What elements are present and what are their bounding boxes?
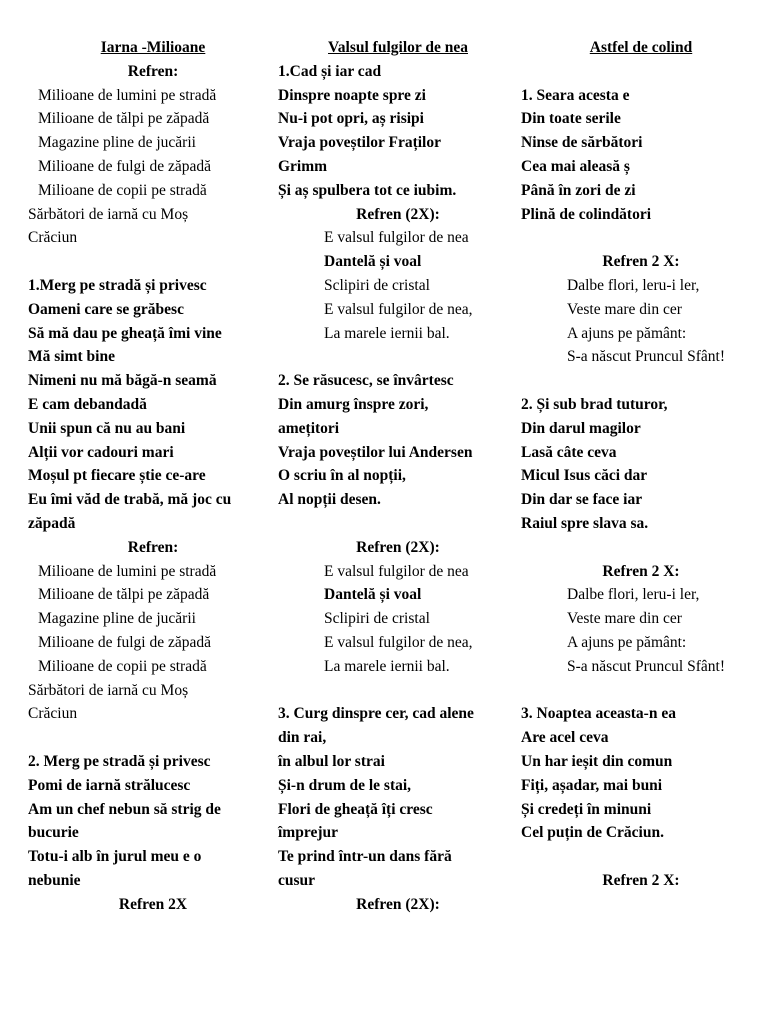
lyric-line: Nu-i pot opri, aș risipi: [278, 110, 424, 128]
lyric-line: 1.Cad și iar cad: [278, 62, 382, 80]
lyric-line: Micul Isus căci dar: [521, 467, 648, 485]
lyric-line: E cam debandadă: [28, 395, 147, 413]
song-title: Valsul fulgilor de nea: [328, 39, 468, 56]
lyric-line: Din darul magilor: [521, 419, 641, 437]
lyric-line: S-a născut Pruncul Sfânt!: [567, 348, 725, 366]
lyric-line: A ajuns pe pământ:: [567, 324, 687, 342]
lyric-line: E valsul fulgilor de nea,: [324, 300, 473, 318]
lyric-line: Crăciun: [28, 229, 78, 247]
lyric-line: Milioane de lumini pe stradă: [38, 562, 217, 580]
lyric-line: Milioane de tălpi pe zăpadă: [38, 110, 210, 128]
lyric-line: Nimeni nu mă băgă-n seamă: [28, 372, 217, 390]
refrain-heading: Refren:: [127, 62, 179, 80]
lyric-line: Flori de gheață îți cresc: [278, 800, 433, 818]
lyric-line: O scriu în al nopții,: [278, 467, 406, 485]
song-column-astfel-de-colind: [521, 36, 761, 893]
blank-line: [278, 345, 518, 369]
lyric-line: Al nopții desen.: [278, 491, 381, 509]
lyric-line: Lasă câte ceva: [521, 443, 617, 461]
lyric-line: Eu îmi văd de trabă, mă joc cu: [28, 491, 232, 509]
lyric-line: Dinspre noapte spre zi: [278, 86, 426, 104]
lyric-line: Dalbe flori, leru-i ler,: [567, 276, 700, 294]
lyric-line: Oameni care se grăbesc: [28, 300, 184, 318]
lyric-line: Sclipiri de cristal: [324, 276, 430, 294]
lyric-line: 3. Curg dinspre cer, cad alene: [278, 705, 474, 723]
lyric-line: Sărbători de iarnă cu Moș: [28, 681, 189, 699]
lyric-line: Plină de colindători: [521, 205, 652, 223]
lyric-line: Raiul spre slava sa.: [521, 514, 649, 532]
lyric-line: 2. Și sub brad tuturor,: [521, 395, 668, 413]
lyric-line: Alții vor cadouri mari: [28, 443, 174, 461]
lyric-line: E valsul fulgilor de nea: [324, 562, 469, 580]
lyric-line: Milioane de fulgi de zăpadă: [38, 157, 212, 175]
song-title: Astfel de colind: [589, 39, 693, 56]
lyric-line: zăpadă: [28, 514, 76, 532]
lyric-line: Mă simt bine: [28, 348, 115, 366]
refrain-heading: Refren 2X: [118, 895, 188, 913]
refrain-heading: Refren 2 X:: [602, 562, 680, 580]
lyric-line: Din amurg înspre zori,: [278, 395, 429, 413]
lyric-line: Magazine pline de jucării: [38, 610, 196, 628]
lyric-line: Și aș spulbera tot ce iubim.: [278, 181, 457, 199]
lyric-line: Dantelă și voal: [324, 253, 422, 271]
lyric-line: Sclipiri de cristal: [324, 610, 430, 628]
lyric-line: Cel puțin de Crăciun.: [521, 824, 664, 842]
lyric-line: împrejur: [278, 824, 338, 842]
song-column-valsul-fulgilor: [278, 36, 518, 916]
lyric-line: nebunie: [28, 871, 81, 889]
lyric-line: Are acel ceva: [521, 729, 609, 747]
lyric-line: La marele iernii bal.: [324, 324, 450, 342]
blank-line: [278, 679, 518, 703]
refrain-heading: Refren (2X):: [356, 895, 440, 913]
lyric-line: 2. Merg pe stradă și privesc: [28, 752, 211, 770]
blank-line: [521, 845, 761, 869]
blank-line: [521, 536, 761, 560]
lyric-line: La marele iernii bal.: [324, 657, 450, 675]
lyric-line: Veste mare din cer: [567, 610, 682, 628]
blank-line: [28, 250, 278, 274]
lyric-line: Milioane de copii pe stradă: [38, 657, 207, 675]
lyric-line: Veste mare din cer: [567, 300, 682, 318]
lyric-line: Din toate serile: [521, 110, 621, 128]
lyric-line: S-a născut Pruncul Sfânt!: [567, 657, 725, 675]
lyric-line: Sărbători de iarnă cu Moș: [28, 205, 189, 223]
lyric-line: în albul lor strai: [278, 752, 385, 770]
lyric-line: Milioane de fulgi de zăpadă: [38, 633, 212, 651]
lyric-line: cusur: [278, 871, 316, 889]
lyric-line: 2. Se răsucesc, se învârtesc: [278, 372, 454, 390]
lyric-line: 1.Merg pe stradă și privesc: [28, 276, 207, 294]
refrain-heading: Refren (2X):: [356, 538, 440, 556]
lyric-line: A ajuns pe pământ:: [567, 633, 687, 651]
lyric-line: Am un chef nebun să strig de: [28, 800, 221, 818]
lyric-line: din rai,: [278, 729, 327, 747]
blank-line: [278, 512, 518, 536]
lyric-line: Totu-i alb în jurul meu e o: [28, 848, 202, 866]
refrain-heading: Refren:: [127, 538, 179, 556]
blank-line: [521, 369, 761, 393]
refrain-heading: Refren 2 X:: [602, 871, 680, 889]
song-title: Iarna -Milioane: [100, 39, 206, 56]
lyric-line: Magazine pline de jucării: [38, 134, 196, 152]
lyric-line: bucurie: [28, 824, 79, 842]
refrain-heading: Refren (2X):: [356, 205, 440, 223]
lyric-line: Moșul pt fiecare știe ce-are: [28, 467, 206, 485]
blank-line: [521, 226, 761, 250]
lyric-line: Fiți, așadar, mai buni: [521, 776, 663, 794]
lyric-line: Vraja poveștilor Fraților: [278, 134, 441, 152]
blank-line: [28, 726, 278, 750]
lyric-line: E valsul fulgilor de nea: [324, 229, 469, 247]
lyric-line: Te prind într-un dans fără: [278, 848, 452, 866]
lyric-line: Din dar se face iar: [521, 491, 643, 509]
lyric-line: Crăciun: [28, 705, 78, 723]
lyric-line: Ninse de sărbători: [521, 134, 643, 152]
lyric-line: Până în zori de zi: [521, 181, 636, 199]
lyric-line: Pomi de iarnă strălucesc: [28, 776, 191, 794]
blank-line: [521, 60, 761, 84]
lyric-line: Să mă dau pe gheață îmi vine: [28, 324, 222, 342]
lyric-line: 1. Seara acesta e: [521, 86, 630, 104]
lyric-line: Cea mai aleasă ș: [521, 157, 630, 175]
lyric-line: Milioane de copii pe stradă: [38, 181, 207, 199]
lyric-line: Dantelă și voal: [324, 586, 422, 604]
lyric-line: Milioane de tălpi pe zăpadă: [38, 586, 210, 604]
lyric-line: Și credeți în minuni: [521, 800, 652, 818]
lyric-line: Unii spun că nu au bani: [28, 419, 186, 437]
song-column-iarna-milioane: [28, 36, 278, 916]
lyric-line: Și-n drum de le stai,: [278, 776, 412, 794]
lyric-line: Milioane de lumini pe stradă: [38, 86, 217, 104]
lyric-line: 3. Noaptea aceasta-n ea: [521, 705, 676, 723]
lyric-line: E valsul fulgilor de nea,: [324, 633, 473, 651]
blank-line: [521, 679, 761, 703]
lyric-line: Dalbe flori, leru-i ler,: [567, 586, 700, 604]
refrain-heading: Refren 2 X:: [602, 253, 680, 271]
lyric-line: Un har ieșit din comun: [521, 752, 673, 770]
lyric-line: Grimm: [278, 157, 328, 175]
lyric-line: amețitori: [278, 419, 340, 437]
lyric-line: Vraja poveștilor lui Andersen: [278, 443, 473, 461]
